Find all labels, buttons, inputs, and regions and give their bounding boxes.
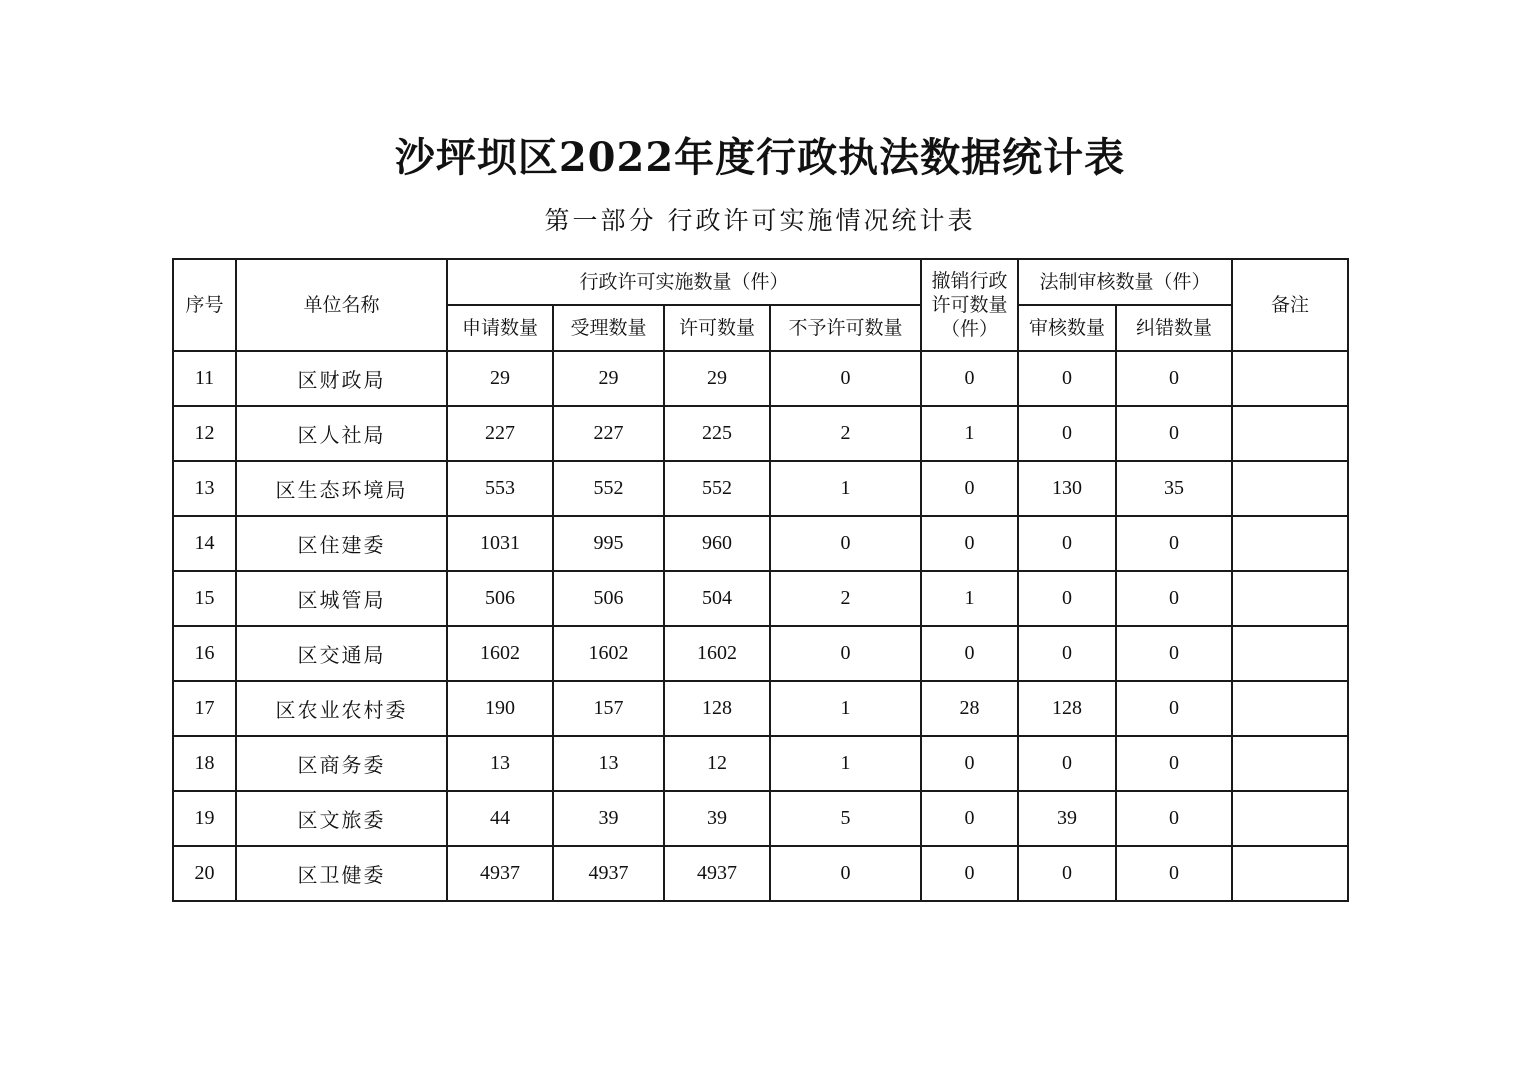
header-row-top	[173, 259, 1348, 305]
cell-apply: 13	[447, 736, 553, 791]
cell-correct: 0	[1116, 351, 1232, 406]
cell-review: 0	[1018, 846, 1116, 901]
cell-deny: 2	[770, 406, 921, 461]
header-revoke	[921, 259, 1018, 351]
cell-accept: 506	[553, 571, 664, 626]
cell-correct: 0	[1116, 406, 1232, 461]
table-row	[173, 626, 1348, 681]
cell-correct: 0	[1116, 681, 1232, 736]
cell-unit: 区商务委	[236, 736, 447, 791]
cell-seq: 18	[173, 736, 236, 791]
cell-permit: 4937	[664, 846, 770, 901]
cell-deny: 0	[770, 626, 921, 681]
cell-deny: 0	[770, 846, 921, 901]
cell-apply: 4937	[447, 846, 553, 901]
table-row	[173, 406, 1348, 461]
cell-unit: 区农业农村委	[236, 681, 447, 736]
cell-accept: 157	[553, 681, 664, 736]
cell-seq: 13	[173, 461, 236, 516]
cell-remark	[1232, 516, 1348, 571]
cell-accept: 13	[553, 736, 664, 791]
cell-revoke: 1	[921, 406, 1018, 461]
cell-revoke: 0	[921, 626, 1018, 681]
cell-accept: 227	[553, 406, 664, 461]
cell-seq: 19	[173, 791, 236, 846]
table-row	[173, 571, 1348, 626]
cell-review: 0	[1018, 351, 1116, 406]
cell-deny: 1	[770, 681, 921, 736]
cell-apply: 1031	[447, 516, 553, 571]
cell-revoke: 0	[921, 516, 1018, 571]
cell-review: 39	[1018, 791, 1116, 846]
cell-remark	[1232, 351, 1348, 406]
table-row	[173, 516, 1348, 571]
cell-review: 0	[1018, 736, 1116, 791]
cell-deny: 1	[770, 736, 921, 791]
table-row	[173, 351, 1348, 406]
cell-review: 0	[1018, 406, 1116, 461]
cell-accept: 39	[553, 791, 664, 846]
cell-apply: 29	[447, 351, 553, 406]
cell-remark	[1232, 681, 1348, 736]
cell-remark	[1232, 846, 1348, 901]
header-permit: 许可数量	[664, 305, 770, 351]
cell-unit: 区住建委	[236, 516, 447, 571]
cell-remark	[1232, 791, 1348, 846]
cell-deny: 1	[770, 461, 921, 516]
cell-revoke: 0	[921, 846, 1018, 901]
header-revoke-label: 撤销行政许可数量（件）	[931, 270, 1008, 340]
cell-correct: 0	[1116, 516, 1232, 571]
cell-apply: 190	[447, 681, 553, 736]
cell-permit: 225	[664, 406, 770, 461]
cell-unit: 区城管局	[236, 571, 447, 626]
cell-revoke: 0	[921, 461, 1018, 516]
cell-accept: 1602	[553, 626, 664, 681]
cell-revoke: 0	[921, 736, 1018, 791]
table-row	[173, 736, 1348, 791]
cell-unit: 区交通局	[236, 626, 447, 681]
cell-apply: 553	[447, 461, 553, 516]
cell-accept: 995	[553, 516, 664, 571]
cell-permit: 12	[664, 736, 770, 791]
table-row	[173, 846, 1348, 901]
cell-correct: 0	[1116, 846, 1232, 901]
cell-deny: 5	[770, 791, 921, 846]
cell-correct: 0	[1116, 736, 1232, 791]
cell-deny: 0	[770, 516, 921, 571]
cell-seq: 20	[173, 846, 236, 901]
cell-revoke: 28	[921, 681, 1018, 736]
header-remark: 备注	[1232, 259, 1348, 351]
cell-revoke: 1	[921, 571, 1018, 626]
cell-remark	[1232, 736, 1348, 791]
cell-permit: 552	[664, 461, 770, 516]
cell-unit: 区人社局	[236, 406, 447, 461]
cell-correct: 0	[1116, 571, 1232, 626]
cell-permit: 504	[664, 571, 770, 626]
cell-accept: 4937	[553, 846, 664, 901]
cell-apply: 506	[447, 571, 553, 626]
header-correct: 纠错数量	[1116, 305, 1232, 351]
cell-review: 0	[1018, 516, 1116, 571]
cell-seq: 17	[173, 681, 236, 736]
cell-seq: 16	[173, 626, 236, 681]
cell-review: 0	[1018, 626, 1116, 681]
header-implement-group: 行政许可实施数量（件）	[447, 259, 921, 305]
cell-unit: 区卫健委	[236, 846, 447, 901]
cell-seq: 14	[173, 516, 236, 571]
cell-seq: 11	[173, 351, 236, 406]
cell-apply: 44	[447, 791, 553, 846]
section-subtitle: 第一部分 行政许可实施情况统计表	[544, 206, 976, 235]
cell-remark	[1232, 626, 1348, 681]
cell-seq: 15	[173, 571, 236, 626]
header-apply: 申请数量	[447, 305, 553, 351]
header-unit-name: 单位名称	[236, 259, 447, 351]
cell-permit: 128	[664, 681, 770, 736]
header-review-group: 法制审核数量（件）	[1018, 259, 1232, 305]
header-review: 审核数量	[1018, 305, 1116, 351]
header-seq: 序号	[173, 259, 236, 351]
cell-correct: 0	[1116, 791, 1232, 846]
cell-review: 130	[1018, 461, 1116, 516]
cell-revoke: 0	[921, 791, 1018, 846]
permit-statistics-table	[172, 258, 1349, 902]
cell-unit: 区财政局	[236, 351, 447, 406]
header-deny: 不予许可数量	[770, 305, 921, 351]
cell-accept: 552	[553, 461, 664, 516]
cell-revoke: 0	[921, 351, 1018, 406]
cell-permit: 29	[664, 351, 770, 406]
cell-deny: 2	[770, 571, 921, 626]
cell-permit: 1602	[664, 626, 770, 681]
cell-permit: 960	[664, 516, 770, 571]
cell-remark	[1232, 571, 1348, 626]
cell-review: 128	[1018, 681, 1116, 736]
cell-seq: 12	[173, 406, 236, 461]
cell-apply: 227	[447, 406, 553, 461]
cell-unit: 区生态环境局	[236, 461, 447, 516]
table-row	[173, 681, 1348, 736]
cell-remark	[1232, 461, 1348, 516]
header-accept: 受理数量	[553, 305, 664, 351]
cell-unit: 区文旅委	[236, 791, 447, 846]
page-title: 沙坪坝区2022年度行政执法数据统计表	[394, 134, 1126, 181]
cell-review: 0	[1018, 571, 1116, 626]
table-row	[173, 461, 1348, 516]
cell-correct: 35	[1116, 461, 1232, 516]
cell-permit: 39	[664, 791, 770, 846]
cell-deny: 0	[770, 351, 921, 406]
cell-correct: 0	[1116, 626, 1232, 681]
cell-apply: 1602	[447, 626, 553, 681]
cell-accept: 29	[553, 351, 664, 406]
table-row	[173, 791, 1348, 846]
cell-remark	[1232, 406, 1348, 461]
